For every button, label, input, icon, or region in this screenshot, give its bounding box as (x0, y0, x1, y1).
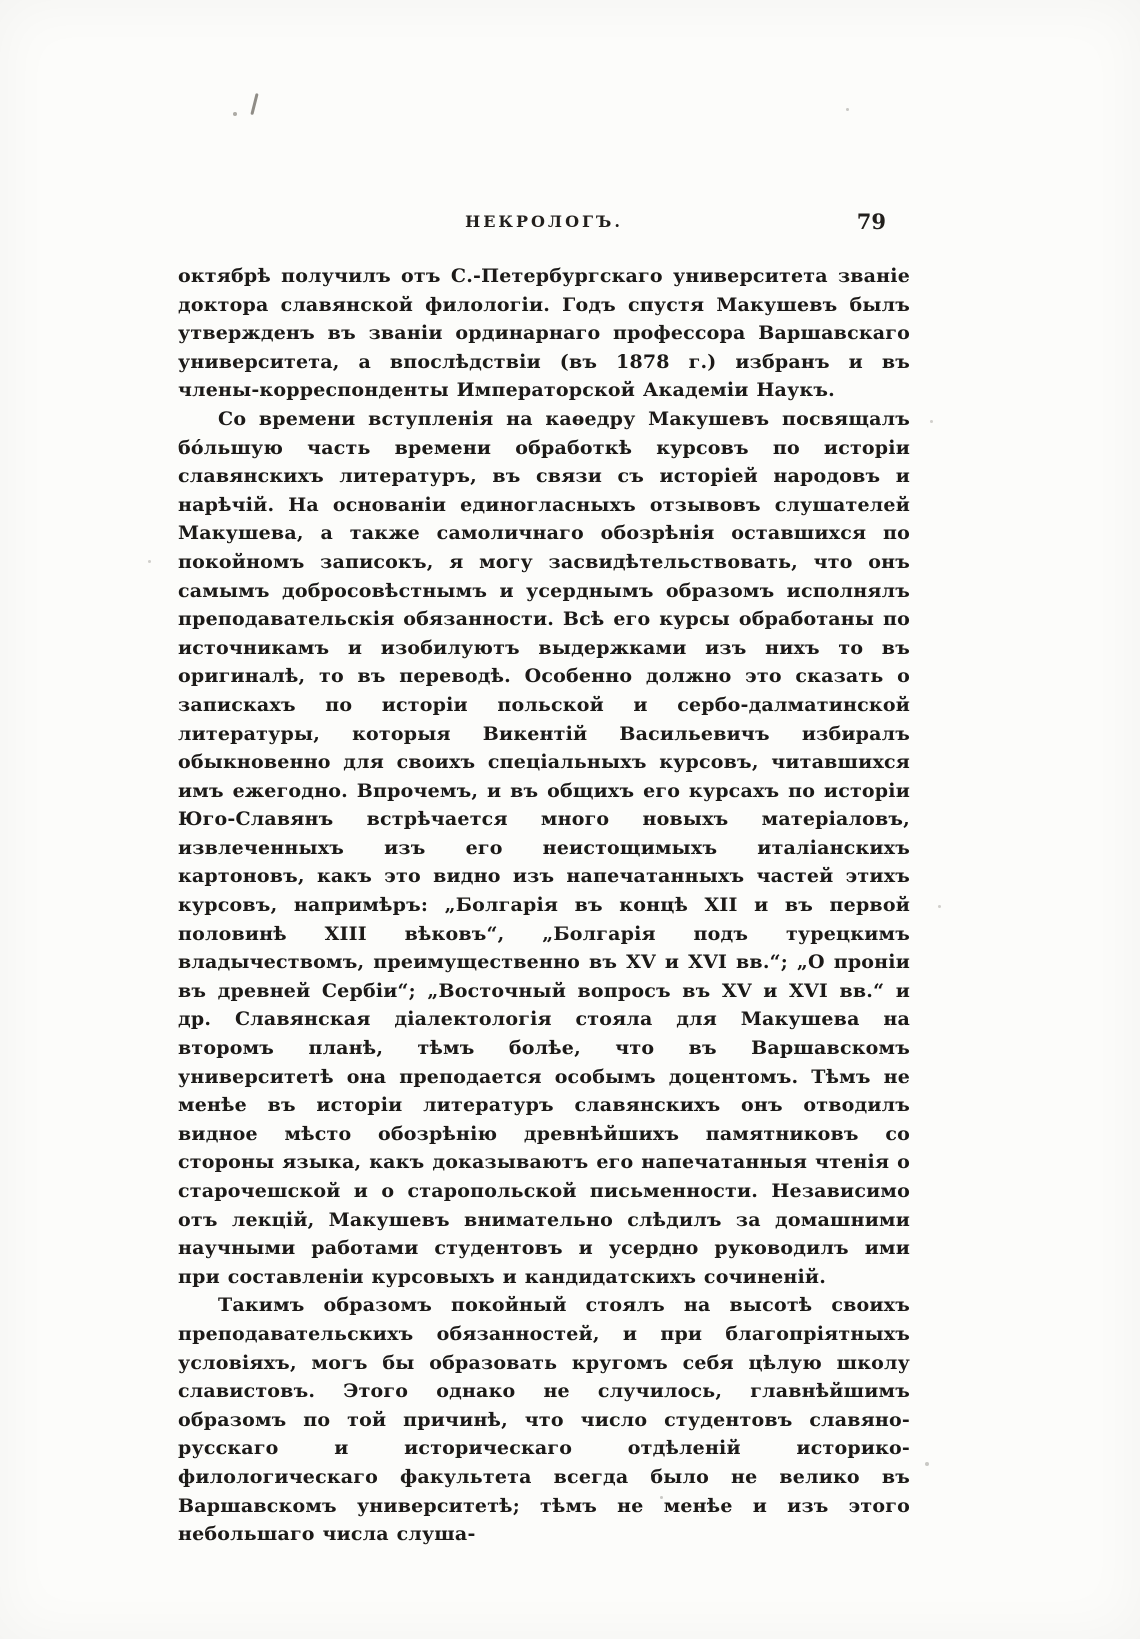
scan-artifact (930, 420, 933, 423)
text-block (178, 262, 910, 1549)
paragraph: Со времени вступленія на каѳедру Макушевъ посвящалъ бо́льшую часть времени обработкѣ курсовъ по исторіи славянскихъ литературъ, въ связи съ исторіей народовъ и нарѣчій. На основаніи единогласныхъ отзывовъ слушателей Макушева, а также самоличнаго обозрѣнія оставшихся по покойномъ записокъ, я могу засвидѣтельствовать, что онъ самымъ добросовѣстнымъ и усерднымъ образомъ исполнялъ преподавательскія обязанности. Всѣ его курсы обработаны по источникамъ и изобилуютъ выдержками изъ нихъ то въ оригиналѣ, то въ переводѣ. Особенно должно это сказать о запискахъ по исторіи польской и сербо-далматинской литературы, которыя Викентій Васильевичъ избиралъ обыкновенно для своихъ спеціальныхъ курсовъ, читавшихся имъ ежегодно. Впрочемъ, и въ общихъ его курсахъ по исторіи Юго-Славянъ встрѣчается много новыхъ матеріаловъ, извлеченныхъ изъ его неистощимыхъ италіанскихъ картоновъ, какъ это видно изъ напечатанныхъ частей этихъ курсовъ, напримѣръ: „Болгарія въ концѣ XII и въ первой половинѣ XIII вѣковъ“, „Болгарія подъ турецкимъ владычествомъ, преимущественно въ XV и XVI вв.“; „О проніи въ древней Сербіи“; „Восточный вопросъ въ XV и XVI вв.“ и др. Славянская діалектологія стояла для Макушева на второмъ планѣ, тѣмъ болѣе, что въ Варшавскомъ университетѣ она преподается особымъ доцентомъ. Тѣмъ не менѣе въ исторіи литературъ славянскихъ онъ отводилъ видное мѣсто обозрѣнію древнѣйшихъ памятниковъ со стороны языка, какъ доказываютъ его напечатанныя чтенія о старочешской и о старопольской письменности. Независимо отъ лекцій, Макушевъ внимательно слѣдилъ за домашними научными работами студентовъ и усердно руководилъ ими при составленіи курсовыхъ и кандидатскихъ сочиненій. (178, 407, 910, 1288)
paragraph: октябрѣ получилъ отъ С.-Петербургскаго университета званіе доктора славянской филологіи. Годъ спустя Макушевъ былъ утвержденъ въ званіи ординарнаго профессора Варшавскаго университета, а впослѣдствіи (въ 1878 г.) избранъ и въ члены-корреспонденты Императорской Академіи Наукъ. (178, 265, 910, 402)
scan-artifact (233, 112, 237, 116)
page-number: 79 (856, 209, 886, 234)
scan-artifact (938, 905, 941, 908)
paragraph: Такимъ образомъ покойный стоялъ на высотѣ своихъ преподавательскихъ обязанностей, и при благопріятныхъ условіяхъ, могъ бы образовать кругомъ себя цѣлую школу славистовъ. Этого однако не случилось, главнѣйшимъ образомъ по той причинѣ, что число студентовъ славяно-русскаго и историческаго отдѣленій историко-филологическаго факультета всегда было не велико въ Варшавскомъ университетѣ; тѣмъ не менѣе и изъ этого небольшаго числа слуша- (178, 1294, 910, 1546)
page-header (178, 209, 910, 242)
scan-artifact (925, 1462, 929, 1466)
scan-artifact (148, 560, 151, 563)
scan-artifact (250, 93, 258, 115)
scan-artifact (846, 108, 849, 111)
running-title: НЕКРОЛОГЪ. (465, 212, 623, 231)
